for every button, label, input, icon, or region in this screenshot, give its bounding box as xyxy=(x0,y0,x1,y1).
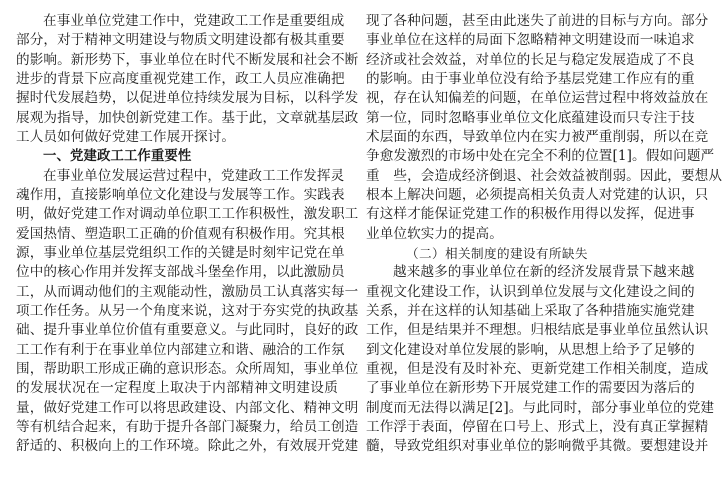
paragraph-line: 有这样才能保证党建工作的积极作用得以发挥，促进事 xyxy=(366,206,695,223)
paragraph-line: 在事业单位发展运营过程中，党建政工工作发挥灵 xyxy=(43,167,345,184)
paragraph-line: 到文化建设对单位发展的影响，从思想上给予了足够的 xyxy=(366,341,695,358)
right-column xyxy=(366,12,723,457)
paragraph-line: 制度而无法得以满足[2]。与此同时，部分事业单位的党建 xyxy=(366,399,715,416)
paragraph-line: 量，做好党建工作可以将思政建设、内部文化、精神文明 xyxy=(16,399,359,416)
paragraph-line: 位中的核心作用并发挥支部战斗堡垒作用，以此激励员 xyxy=(16,264,345,281)
paragraph-line: 握时代发展趋势，以促进单位持续发展为目标，以科学发 xyxy=(16,90,359,107)
paragraph-line: 视，存在认知偏差的问题，在单位运营过程中将效益放在 xyxy=(366,90,709,107)
paragraph-line: 争愈发激烈的市场中处在完全不利的位置[1]。假如问题严 xyxy=(366,148,715,165)
paragraph-line: 越来越多的事业单位在新的经济发展背景下越来越 xyxy=(393,264,695,281)
paragraph-line: 爱国热情、塑造职工正确的价值观有积极作用。究其根 xyxy=(16,225,345,242)
paragraph-line: 的影响。新形势下，事业单位在时代不断发展和社会不断 xyxy=(16,51,359,68)
paragraph-line: 事业单位在这样的局面下忽略精神文明建设而一味追求 xyxy=(366,32,695,49)
paragraph-line: 经济或社会效益，对单位的长足与稳定发展造成了不良 xyxy=(366,51,695,68)
paragraph-line: 的发展状况在一定程度上取决于内部精神文明建设质 xyxy=(16,380,338,397)
subsection-heading: （二）相关制度的建设有所缺失 xyxy=(406,245,588,261)
paragraph-line: 在事业单位党建工作中，党建政工工作是重要组成 xyxy=(43,13,345,29)
paragraph-line: 重视文化建设工作，认识到单位发展与文化建设之间的 xyxy=(366,283,695,300)
paragraph-line: 工作，但是结果并不理想。归根结底是事业单位虽然认识 xyxy=(366,322,709,339)
paragraph-line: 进步的背景下应高度重视党建工作，政工人员应准确把 xyxy=(16,70,345,87)
paragraph-line: 明，做好党建工作对调动单位职工工作积极性，激发职工 xyxy=(16,206,359,223)
paragraph-line: 源，事业单位基层党组织工作的关键是时刻牢记党在单 xyxy=(16,244,345,261)
paragraph-line: 业单位软实力的提高。 xyxy=(366,225,503,242)
paragraph-line: 舒适的、积极向上的工作环境。除此之外，有效展开党建 xyxy=(16,438,359,455)
paragraph-line: 髓，导致党组织对事业单位的影响微乎其微。要想建设并 xyxy=(366,438,709,455)
paragraph-line: 现了各种问题，甚至由此迷失了前进的目标与方向。部分 xyxy=(366,13,709,29)
section-heading: 一、党建政工工作重要性 xyxy=(43,149,192,165)
paragraph-line: 重 些，会造成经济倒退、社会效益被削弱。因此，要想从 xyxy=(366,167,723,184)
paragraph-line: 关系，并在这样的认知基础上采取了各种措施实施党建 xyxy=(366,302,695,319)
paragraph-line: 础、提升事业单位价值有重要意义。与此同时，良好的政 xyxy=(16,322,359,339)
paragraph-line: 部分，对于精神文明建设与物质文明建设都有极其重要 xyxy=(16,32,345,49)
paragraph-line: 魂作用，直接影响单位文化建设与发展等工作。实践表 xyxy=(16,186,345,203)
paragraph-line: 工作浮于表面，停留在口号上、形式上，没有真正掌握精 xyxy=(366,418,709,435)
paragraph-line: 工工作有利于在事业单位内部建立和谐、融洽的工作氛 xyxy=(16,341,345,358)
paragraph-line: 围，帮助职工形成正确的意识形态。众所周知，事业单位 xyxy=(16,360,359,377)
paragraph-line: 了事业单位在新形势下开展党建工作的需要因为落后的 xyxy=(366,380,695,397)
paragraph-line: 术层面的东西，导致单位内在实力被严重削弱，所以在竞 xyxy=(366,128,709,145)
paragraph-line: 项工作任务。从另一个角度来说，这对于夯实党的执政基 xyxy=(16,302,359,319)
paragraph-line: 第一位，同时忽略事业单位文化底蕴建设而只专注于技 xyxy=(366,109,695,126)
left-column xyxy=(16,12,359,457)
paragraph-line: 根本上解决问题，必须提高相关负责人对党建的认识，只 xyxy=(366,186,709,203)
paragraph-line: 工人员如何做好党建工作展开探讨。 xyxy=(16,128,236,145)
paragraph-line: 的影响。由于事业单位没有给予基层党建工作应有的重 xyxy=(366,70,695,87)
paragraph-line: 重视，但是没有及时补充、更新党建工作相关制度，造成 xyxy=(366,360,709,377)
paragraph-line: 工，从而调动他们的主观能动性，激励员工认真落实每一 xyxy=(16,283,359,300)
paragraph-line: 等有机结合起来，有助于提升各部门凝聚力，给员工创造 xyxy=(16,418,359,435)
paragraph-line: 展观为指导，加快创新党建工作。基于此，文章就基层政 xyxy=(16,109,359,126)
